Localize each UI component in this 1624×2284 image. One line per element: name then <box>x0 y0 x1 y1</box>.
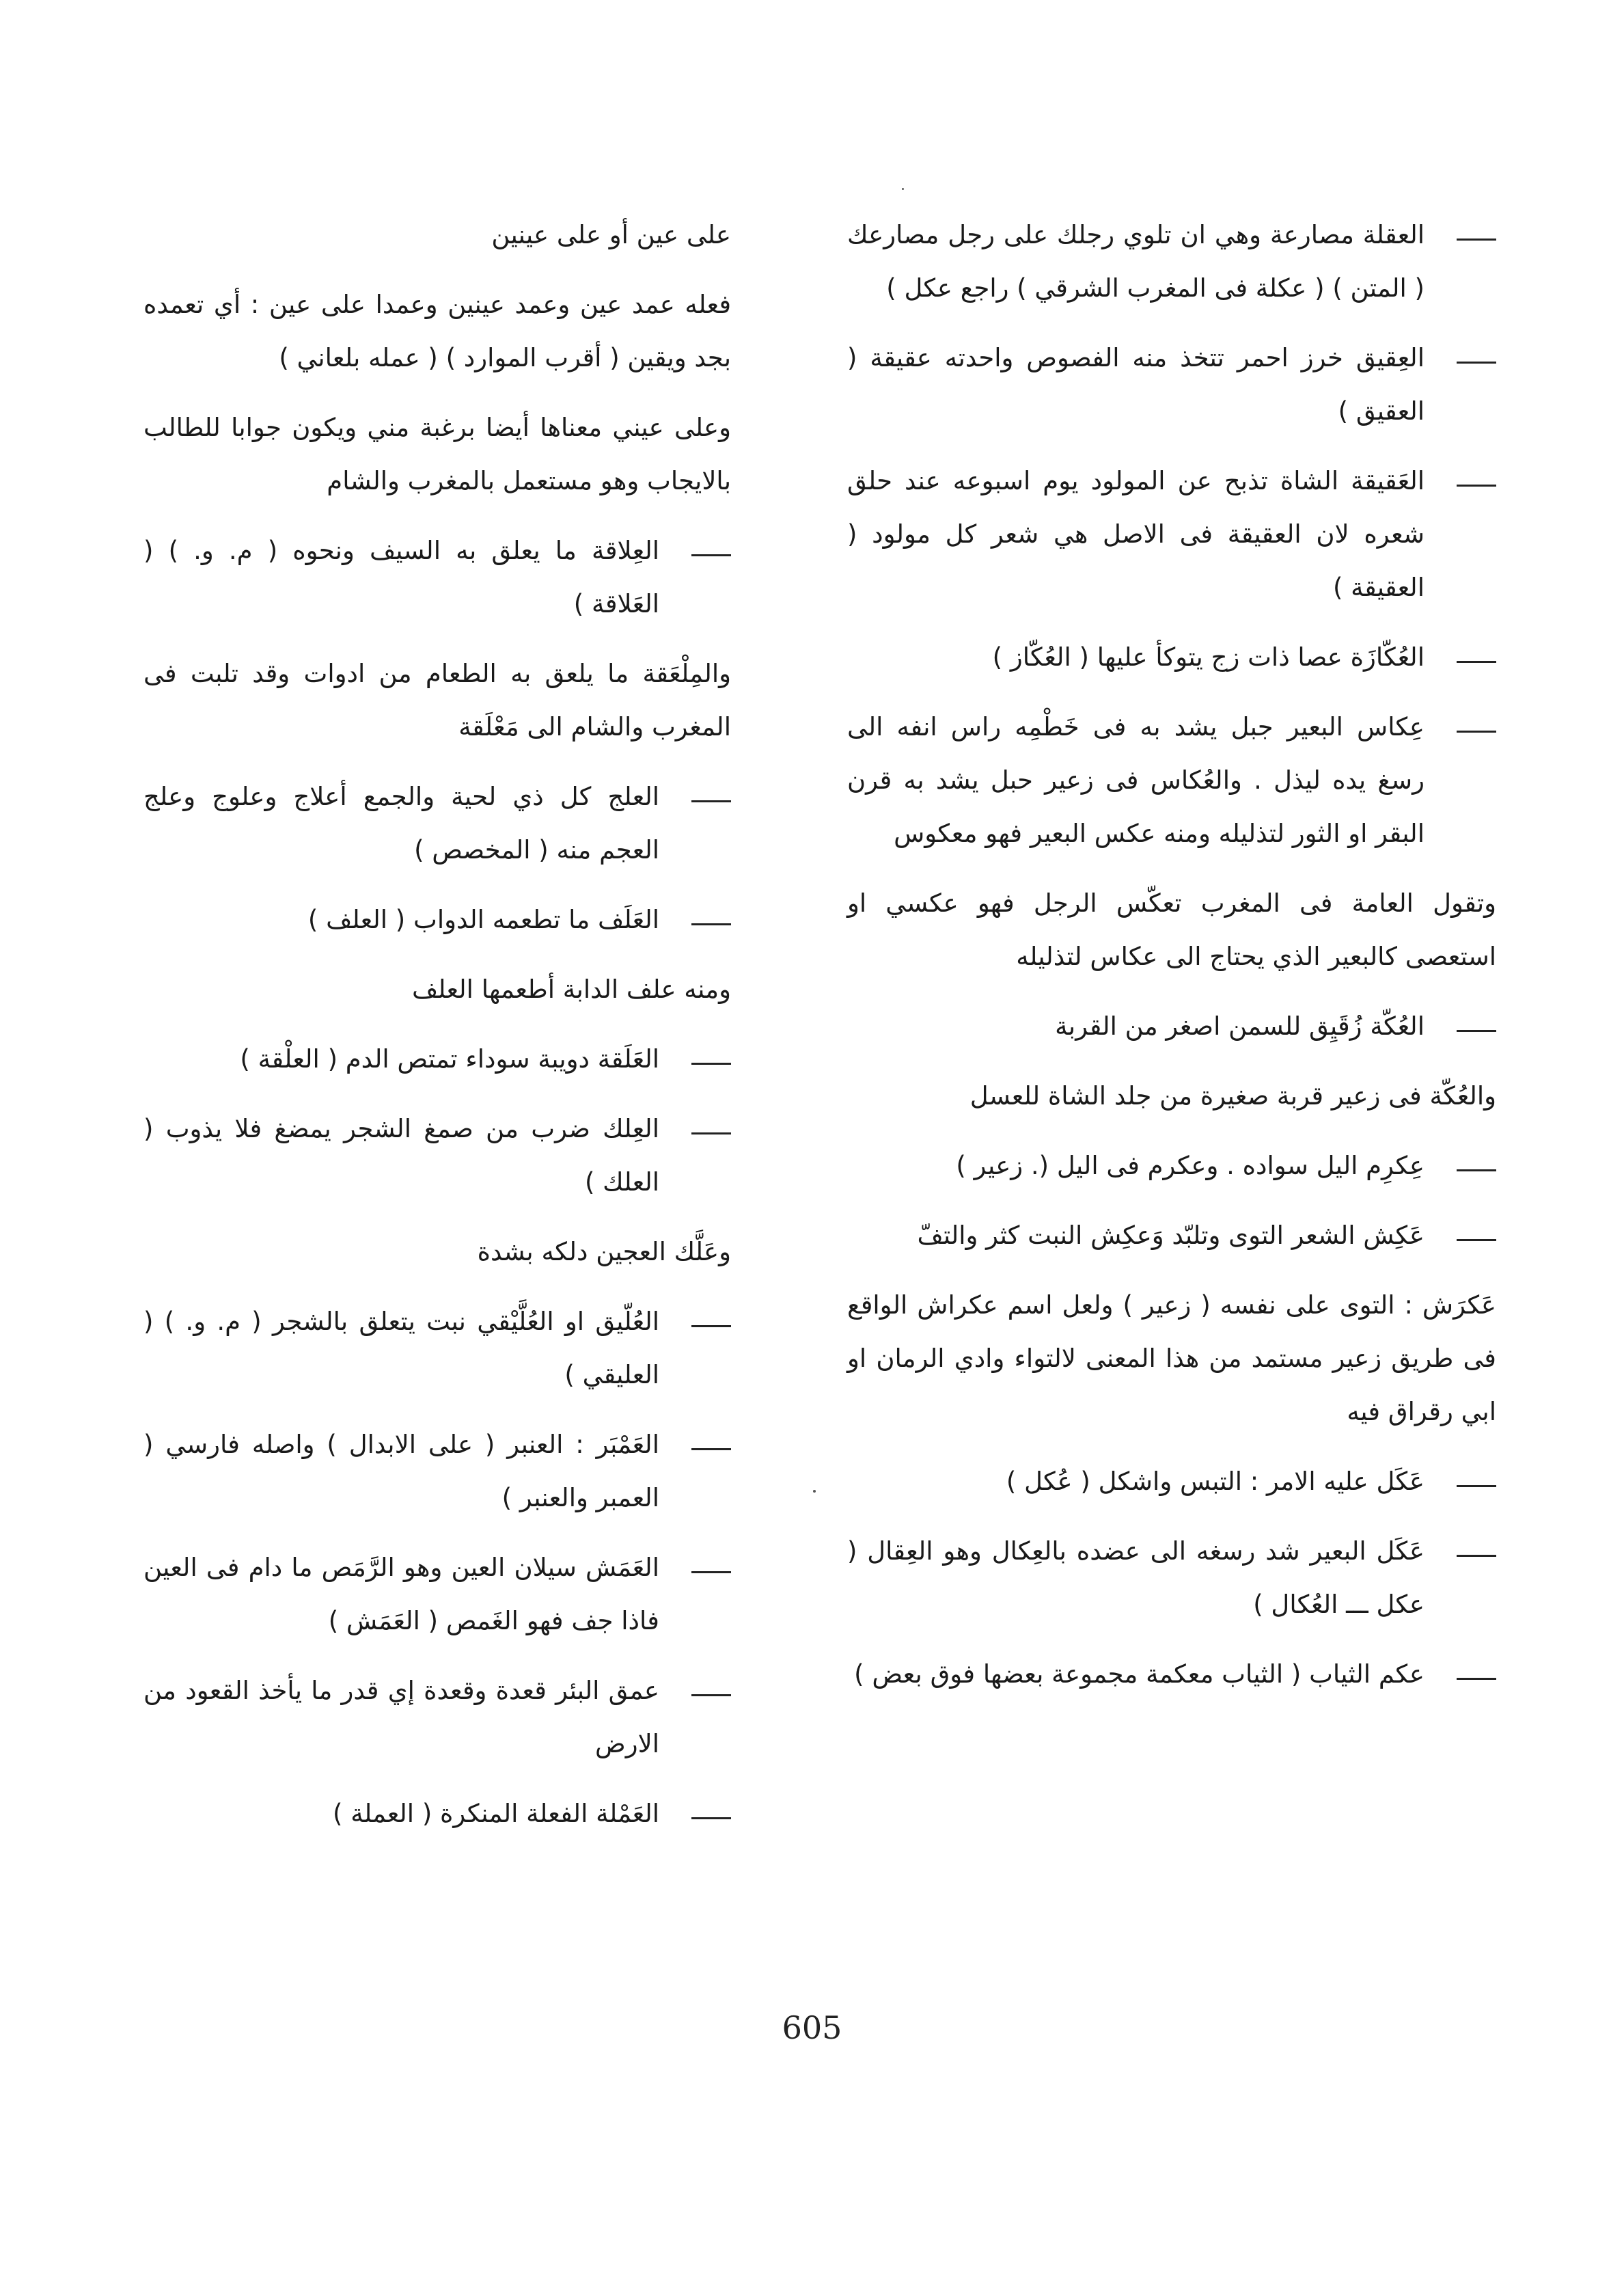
scan-speck <box>813 1490 816 1493</box>
entry-text: والمِلْعَقة ما يلعق به الطعام من ادوات وقد تلبت فى المغرب والشام الى مَعْلَقة <box>143 659 731 742</box>
entry-text: عَكرَش : التوى على نفسه ( زعير ) ولعل اسم عكراش الواقع فى طريق زعير مستمد من هذا المعنى لالتواء وادي الرمان او ابي رقراق فيه <box>847 1290 1496 1426</box>
left-column <box>143 208 731 1857</box>
entry-dash-marker <box>1457 454 1496 508</box>
entry-text: عَكَل البعير شد رسغه الى عضده بالعِكال وهو العِقال ( عكل ـــ العُكال ) <box>847 1536 1425 1619</box>
dictionary-entry <box>847 331 1496 438</box>
entry-text: العَلَف ما تطعمه الدواب ( العلف ) <box>307 905 659 934</box>
entry-text: وعلى عيني معناها أيضا برغبة مني ويكون جوابا للطالب بالايجاب وهو مستعمل بالمغرب والشام <box>143 413 731 495</box>
scan-speck <box>902 188 904 190</box>
dictionary-entry <box>143 647 731 754</box>
entry-dash-marker <box>1457 1525 1496 1578</box>
entry-text: عمق البئر قعدة وقعدة إي قدر ما يأخذ القعود من الارض <box>143 1676 659 1758</box>
entry-text: العَمْلة الفعلة المنكرة ( العملة ) <box>333 1799 659 1828</box>
entry-dash-marker <box>691 770 731 824</box>
dictionary-entry <box>143 770 731 877</box>
entry-dash-marker <box>691 1541 731 1594</box>
entry-text: العُلّيق او العُلَّيْقي نبت يتعلق بالشجر ( م. و. ) ( العليقي ) <box>143 1307 659 1389</box>
dictionary-entry <box>143 1033 731 1086</box>
entry-text: والعُكّة فى زعير قربة صغيرة من جلد الشاة للعسل <box>969 1081 1496 1111</box>
dictionary-entry <box>143 208 731 262</box>
entry-text: العَقيقة الشاة تذبح عن المولود يوم اسبوعه عند حلق شعره لان العقيقة فى الاصل هي شعر كل مولود ( العقيقة ) <box>847 466 1425 602</box>
entry-text: العقلة مصارعة وهي ان تلوي رجلك على رجل مصارعك ( المتن ) ( عكلة فى المغرب الشرقي ) راجع عكل ) <box>847 220 1425 303</box>
entry-dash-marker <box>1457 1455 1496 1508</box>
dictionary-entry <box>143 1295 731 1402</box>
dictionary-entry <box>847 1279 1496 1439</box>
dictionary-entry <box>847 454 1496 614</box>
entry-dash-marker <box>691 1418 731 1471</box>
dictionary-entry <box>143 1102 731 1209</box>
entry-text: العَمْبَر : العنبر ( على الابدال ) واصله فارسي ( العمبر والعنبر ) <box>143 1430 659 1512</box>
dictionary-entry <box>143 1664 731 1771</box>
dictionary-entry <box>847 877 1496 983</box>
dictionary-entry <box>847 1648 1496 1701</box>
entry-text: العِلاقة ما يعلق به السيف ونحوه ( م. و. ) ( العَلاقة ) <box>143 536 659 618</box>
dictionary-entry <box>143 1541 731 1648</box>
dictionary-entry <box>143 278 731 385</box>
entry-text: عِكاس البعير جبل يشد به فى خَطْمِه راس انفه الى رسغ يده ليذل . والعُكاس فى زعير حبل يشد به قرن البقر او الثور لتذليله ومنه عكس البعير فهو معكوس <box>847 712 1425 848</box>
entry-text: العُكّة زُقَيِق للسمن اصغر من القربة <box>1055 1011 1425 1041</box>
dictionary-entry <box>847 208 1496 315</box>
dictionary-entry <box>847 1455 1496 1508</box>
entry-dash-marker <box>1457 631 1496 684</box>
entry-text: عكم الثياب ( الثياب معكمة مجموعة بعضها فوق بعض ) <box>854 1659 1425 1689</box>
entry-text: على عين أو على عينين <box>491 220 731 249</box>
entry-dash-marker <box>1457 1000 1496 1053</box>
dictionary-entry <box>143 524 731 631</box>
entry-text: وعَلَّك العجين دلكه بشدة <box>477 1237 731 1266</box>
entry-dash-marker <box>691 893 731 947</box>
dictionary-entry <box>143 1225 731 1279</box>
dictionary-entry <box>143 893 731 947</box>
entry-dash-marker <box>691 524 731 577</box>
page-number: 605 <box>782 2009 842 2046</box>
entry-dash-marker <box>691 1295 731 1348</box>
dictionary-entry <box>847 701 1496 860</box>
entry-dash-marker <box>1457 331 1496 385</box>
dictionary-entry <box>847 1139 1496 1193</box>
entry-dash-marker <box>691 1787 731 1840</box>
entry-dash-marker <box>691 1033 731 1086</box>
entry-dash-marker <box>1457 208 1496 262</box>
entry-dash-marker <box>1457 1139 1496 1193</box>
dictionary-entry <box>143 1418 731 1525</box>
entry-text: عَكَل عليه الامر : التبس واشكل ( عُكل ) <box>1006 1467 1425 1496</box>
entry-text: العَلَقة دويبة سوداء تمتص الدم ( العلْقة ) <box>240 1044 659 1074</box>
right-column <box>847 208 1496 1717</box>
entry-text: العِلك ضرب من صمغ الشجر يمضغ فلا يذوب ( العلك ) <box>143 1114 659 1197</box>
dictionary-entry <box>143 401 731 508</box>
entry-text: العلج كل ذي لحية والجمع أعلاج وعلوج وعلج العجم منه ( المخصص ) <box>143 782 659 865</box>
entry-dash-marker <box>1457 1648 1496 1701</box>
entry-text: العُكّازَة عصا ذات زج يتوكأ عليها ( العُكّاز ) <box>992 642 1425 672</box>
entry-text: عِكرِم اليل سواده . وعكرم فى اليل (. زعير ) <box>956 1151 1425 1180</box>
dictionary-entry <box>847 1000 1496 1053</box>
dictionary-entry <box>847 1525 1496 1631</box>
dictionary-entry <box>143 1787 731 1840</box>
entry-dash-marker <box>691 1664 731 1717</box>
entry-text: وتقول العامة فى المغرب تعكّس الرجل فهو عكسي او استعصى كالبعير الذي يحتاج الى عكاس لتذليله <box>847 888 1496 971</box>
dictionary-entry <box>143 963 731 1016</box>
entry-dash-marker <box>691 1102 731 1156</box>
dictionary-entry <box>847 631 1496 684</box>
entry-dash-marker <box>1457 1209 1496 1262</box>
entry-text: عَكِش الشعر التوى وتلبّد وَعكِش النبت كثر والتفّ <box>917 1221 1425 1250</box>
entry-text: ومنه علف الدابة أطعمها العلف <box>412 975 731 1004</box>
entry-text: العِقيق خرز احمر تتخذ منه الفصوص واحدته عقيقة ( العقيق ) <box>847 343 1425 426</box>
dictionary-entry <box>847 1070 1496 1123</box>
dictionary-entry <box>847 1209 1496 1262</box>
entry-dash-marker <box>1457 701 1496 754</box>
entry-text: العَمَش سيلان العين وهو الرَّمَص ما دام فى العين فاذا جف فهو الغَمص ( العَمَش ) <box>143 1553 659 1635</box>
entry-text: فعله عمد عين وعمد عينين وعمدا على عين : أي تعمده بجد ويقين ( أقرب الموارد ) ( عمله بلعاني ) <box>143 290 731 372</box>
